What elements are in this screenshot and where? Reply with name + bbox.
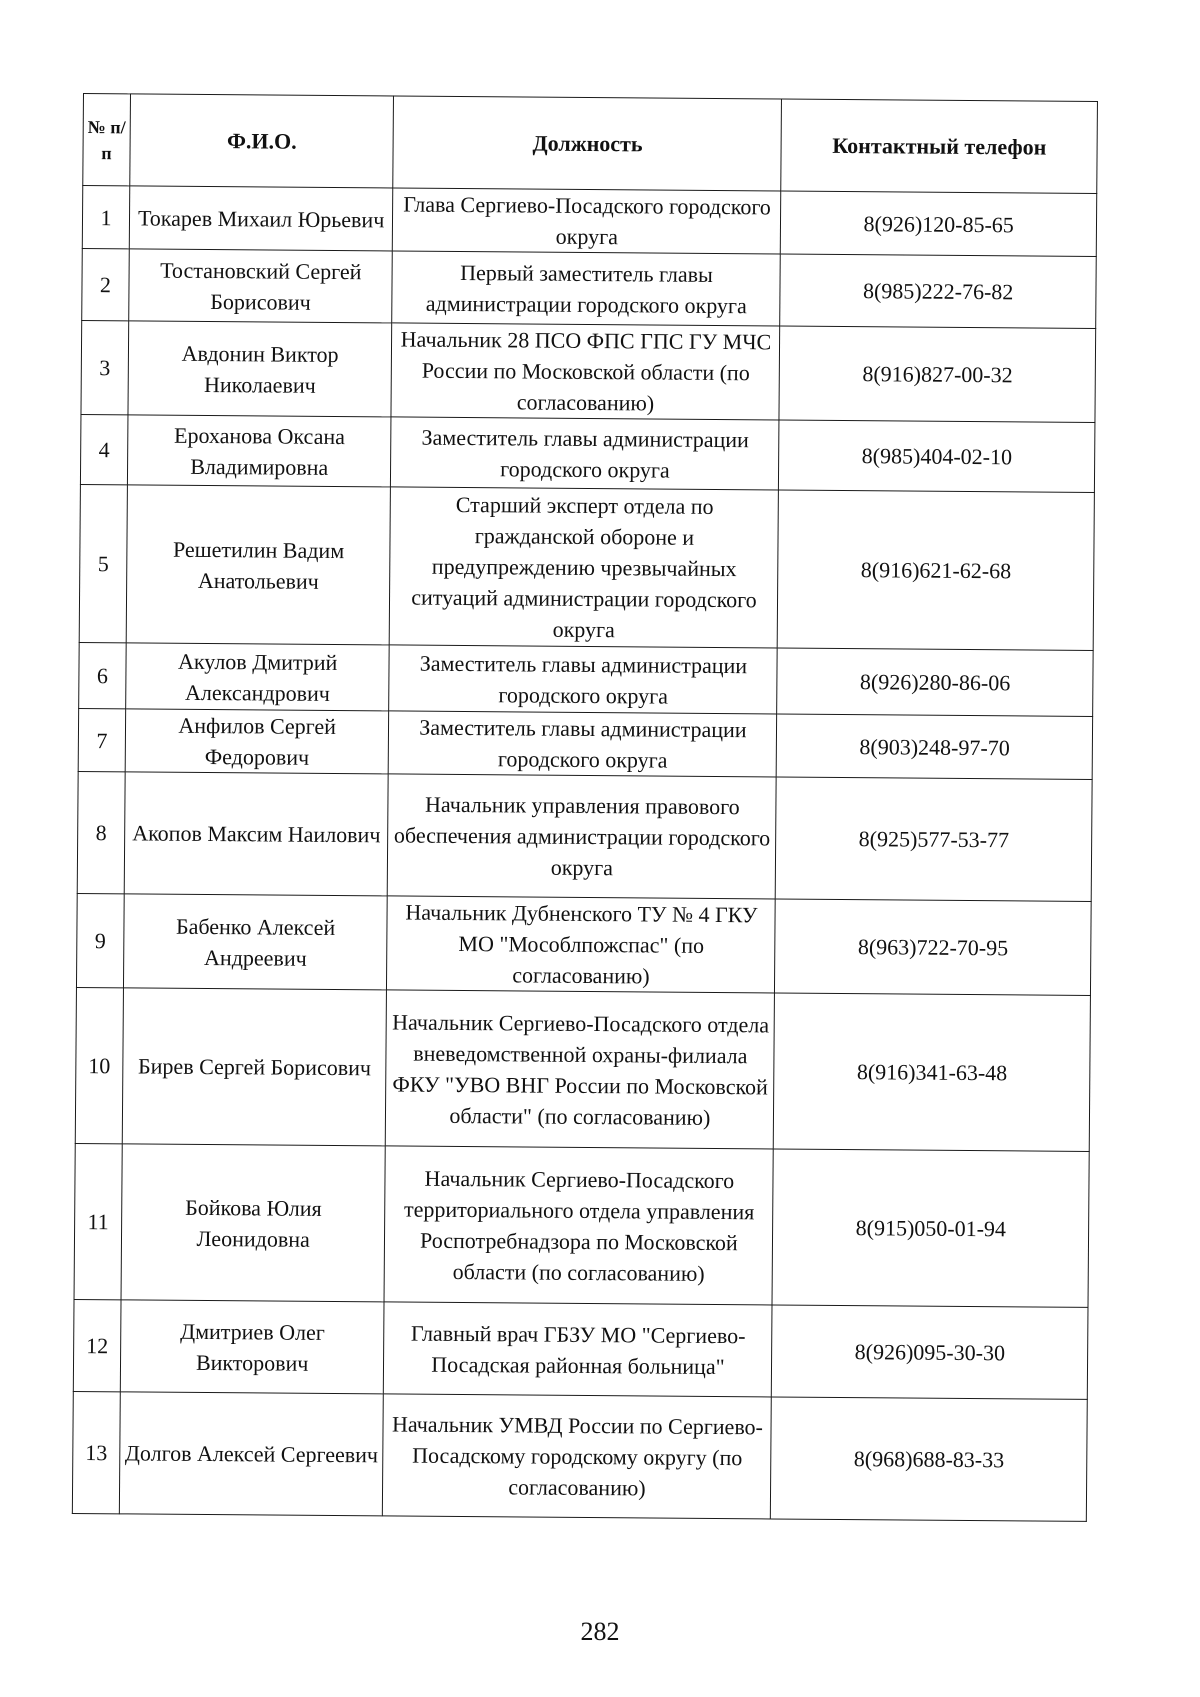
row-position: Заместитель главы администрации городского округа	[389, 645, 778, 714]
table-header-row	[83, 94, 1098, 194]
row-name: Бойкова Юлия Леонидовна	[121, 1144, 386, 1302]
row-position: Заместитель главы администрации городского округа	[389, 711, 778, 777]
row-position: Старший эксперт отдела по гражданской обороне и предупреждению чрезвычайных ситуаций администрации городского округа	[390, 487, 779, 648]
table-row	[76, 893, 1091, 995]
row-num: 5	[79, 484, 127, 642]
header-position: Должность	[393, 96, 782, 191]
table-row	[80, 414, 1095, 492]
row-name: Токарев Михаил Юрьевич	[129, 186, 393, 251]
table-row	[79, 484, 1094, 650]
row-name: Долгов Алексей Сергеевич	[119, 1392, 383, 1516]
table-row	[77, 771, 1092, 901]
row-position: Начальник УМВД России по Сергиево-Посадскому городскому округу (по согласованию)	[383, 1394, 772, 1519]
row-num: 1	[82, 186, 129, 249]
row-name: Тостановский Сергей Борисович	[129, 249, 393, 323]
row-phone: 8(985)404-02-10	[779, 420, 1095, 492]
row-num: 12	[73, 1299, 121, 1391]
row-name: Акопов Максим Наилович	[124, 772, 388, 896]
row-position: Первый заместитель главы администрации городского округа	[392, 251, 781, 326]
row-phone: 8(968)688-83-33	[771, 1397, 1087, 1521]
row-num: 9	[76, 893, 124, 987]
row-phone: 8(926)120-85-65	[781, 191, 1097, 256]
table-row	[75, 987, 1090, 1151]
row-name: Решетилин Вадим Анатольевич	[126, 485, 391, 645]
row-name: Авдонин Виктор Николаевич	[128, 321, 392, 417]
row-position: Начальник управления правового обеспечения администрации городского округа	[388, 774, 777, 899]
row-position: Глава Сергиево-Посадского городского округа	[393, 188, 782, 254]
row-num: 3	[81, 320, 129, 414]
page-number: 282	[580, 1617, 620, 1646]
row-phone: 8(903)248-97-70	[777, 714, 1093, 779]
row-name: Акулов Дмитрий Александрович	[126, 643, 390, 711]
table-row	[82, 248, 1097, 328]
row-num: 10	[75, 987, 123, 1143]
row-position: Начальник Сергиево-Посадского территориального отдела управления Роспотребнадзора по Московской области (по согласованию)	[384, 1146, 773, 1305]
row-phone: 8(915)050-01-94	[772, 1149, 1089, 1307]
row-num: 7	[78, 708, 125, 771]
header-num: № п/ п	[83, 94, 131, 186]
row-phone: 8(916)621-62-68	[778, 490, 1095, 650]
table-row	[73, 1299, 1088, 1399]
row-num: 8	[77, 771, 125, 893]
row-num: 13	[72, 1391, 120, 1513]
row-phone: 8(926)280-86-06	[777, 648, 1093, 716]
header-phone: Контактный телефон	[781, 99, 1097, 193]
row-phone: 8(963)722-70-95	[775, 899, 1091, 995]
row-num: 2	[82, 248, 130, 320]
table-row	[72, 1391, 1087, 1521]
row-phone: 8(925)577-53-77	[776, 777, 1092, 901]
table-row	[82, 186, 1096, 257]
row-name: Ероханова Оксана Владимировна	[127, 415, 391, 487]
row-num: 11	[74, 1143, 122, 1299]
row-name: Бабенко Алексей Андреевич	[123, 894, 387, 990]
row-phone: 8(916)341-63-48	[774, 993, 1091, 1151]
table-row	[78, 708, 1092, 779]
row-phone: 8(985)222-76-82	[780, 254, 1096, 328]
table-row	[81, 320, 1096, 422]
row-position: Заместитель главы администрации городского округа	[391, 417, 780, 490]
row-phone: 8(916)827-00-32	[779, 326, 1095, 422]
header-name: Ф.И.О.	[130, 94, 394, 188]
table-row	[74, 1143, 1089, 1307]
row-num: 6	[79, 642, 126, 708]
row-position: Начальник Сергиево-Посадского отдела вневедомственной охраны-филиала ФКУ "УВО ВНГ России по Московской области" (по согласованию)	[386, 990, 775, 1149]
row-phone: 8(926)095-30-30	[772, 1305, 1088, 1399]
row-name: Дмитриев Олег Викторович	[120, 1300, 384, 1394]
row-num: 4	[80, 414, 128, 484]
row-name: Анфилов Сергей Федорович	[125, 709, 389, 774]
row-name: Бирев Сергей Борисович	[122, 988, 387, 1146]
row-position: Главный врач ГБЗУ МО "Сергиево-Посадская районная больница"	[384, 1302, 773, 1397]
contacts-table	[72, 93, 1098, 1522]
row-position: Начальник Дубненского ТУ № 4 ГКУ МО "Мособлпожспас" (по согласованию)	[387, 896, 776, 993]
table-row	[79, 642, 1093, 716]
row-position: Начальник 28 ПСО ФПС ГПС ГУ МЧС России по Московской области (по согласованию)	[391, 323, 780, 420]
